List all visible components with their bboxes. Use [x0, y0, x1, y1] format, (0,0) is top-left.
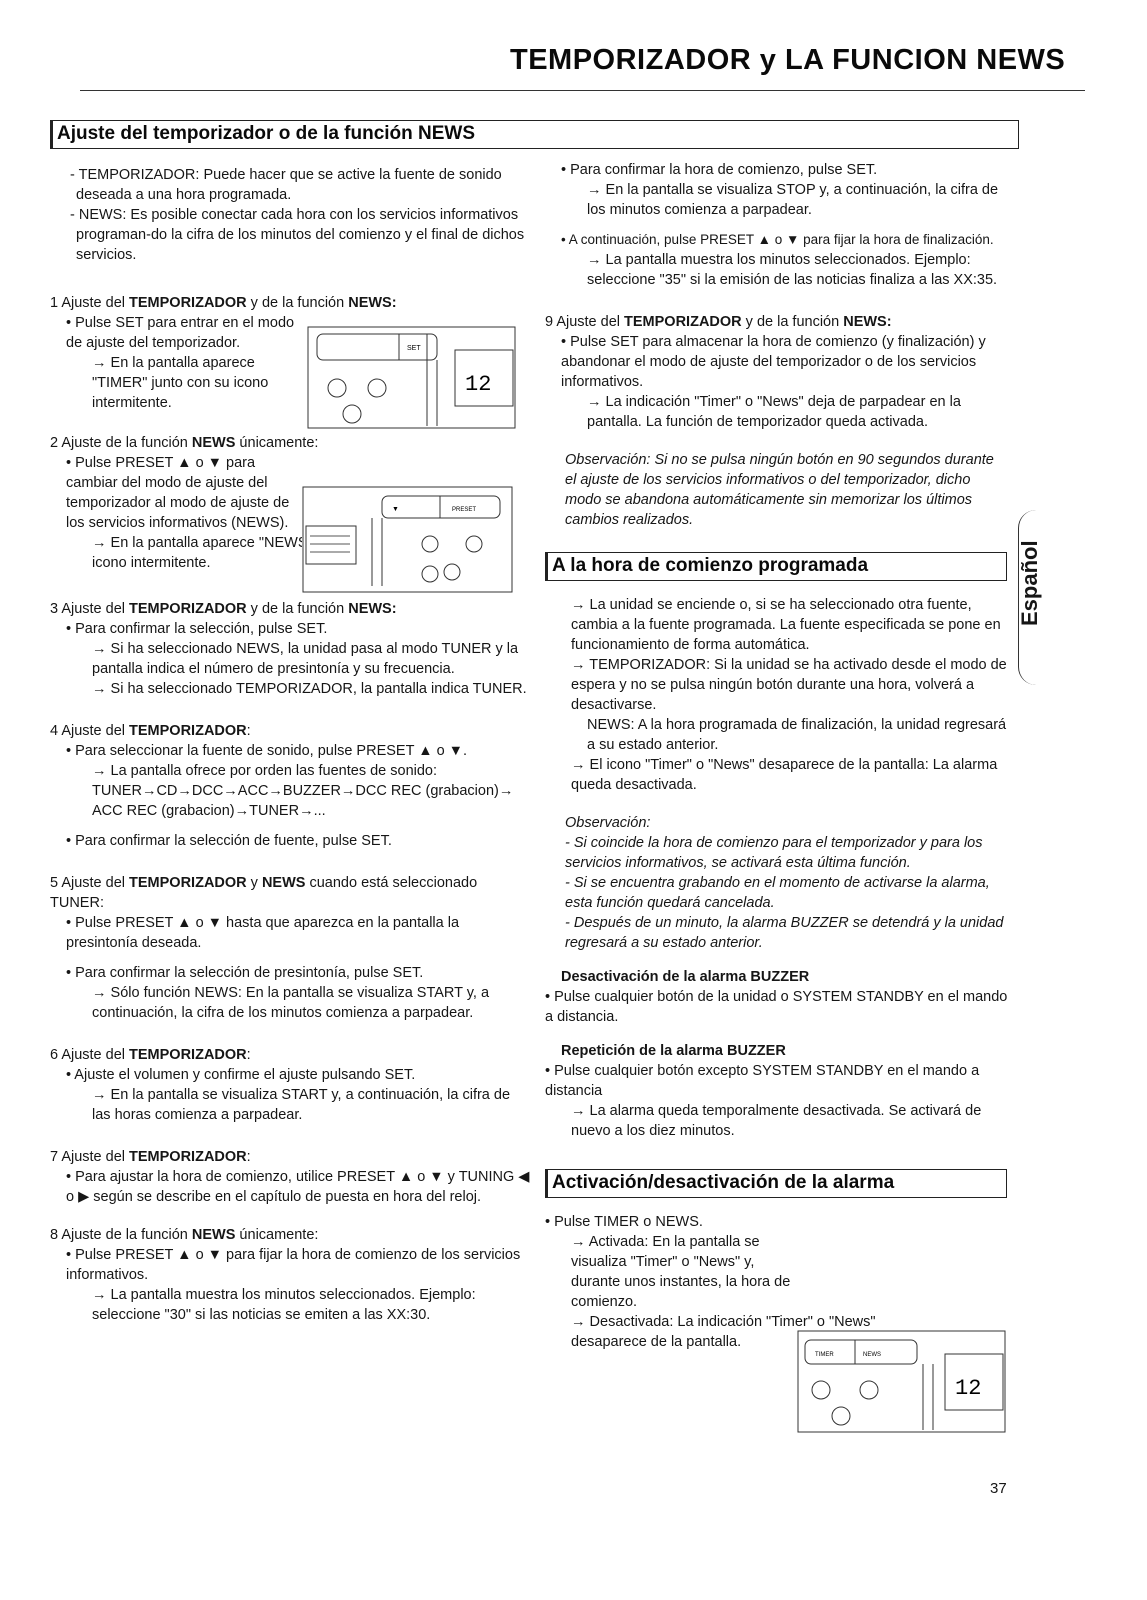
section-title-ajuste: Ajuste del temporizador o de la función NEWS: [50, 120, 1019, 149]
step-item: • Pulse SET para entrar en el modo de ajuste del temporizador.: [66, 315, 295, 351]
figure-news-preset: [302, 486, 514, 594]
buzzer-repeat-item: → La alarma queda temporalmente desactivada. Se activará de nuevo a los diez minutos.: [571, 1103, 982, 1139]
observation-note: Observación: Si no se pulsa ningún botón en 90 segundos durante el ajuste de los servicios informativos o del temporizador, dicho modo se abandona automáticamente sin memorizar los últimos cambios realizados.: [565, 452, 994, 528]
step-item: → Si ha seleccionado TEMPORIZADOR, la pantalla indica TUNER.: [92, 681, 527, 697]
preset-label: PRESET: [452, 507, 477, 513]
step-7: [50, 1147, 530, 1207]
display-digits: 12: [955, 1376, 982, 1401]
step-item: → En la pantalla se visualiza START y, a continuación, la cifra de las horas comienza a parpadear.: [92, 1087, 511, 1123]
step-8: [50, 1225, 530, 1325]
step-item: • Pulse PRESET ▲ o ▼ hasta que aparezca en la pantalla la presintonía deseada.: [66, 915, 460, 951]
step-4: [50, 721, 530, 851]
list-item: NEWS: A la hora programada de finalización, la unidad regresará a su estado anterior.: [587, 717, 1007, 753]
section-title-hora-comienzo: A la hora de comienzo programada: [545, 552, 1007, 581]
step-head: 2 Ajuste de la función NEWS únicamente:: [50, 435, 319, 451]
language-tab-label: Español: [1017, 540, 1042, 626]
language-tab: [1018, 510, 1089, 685]
section2-list: [545, 595, 1015, 795]
step-6: [50, 1045, 530, 1125]
step-item: • Para seleccionar la fuente de sonido, pulse PRESET ▲ o ▼.: [66, 743, 468, 759]
intro: [50, 165, 530, 265]
observation-title: Observación:: [565, 815, 651, 831]
step-head: 9 Ajuste del TEMPORIZADOR y de la función NEWS:: [545, 314, 892, 330]
step-item: • Pulse PRESET ▲ o ▼ para fijar la hora de comienzo de los servicios informativos.: [66, 1247, 521, 1283]
step-head: 1 Ajuste del TEMPORIZADOR y de la función NEWS:: [50, 295, 397, 311]
section-title-activacion: Activación/desactivación de la alarma: [545, 1169, 1007, 1198]
step-item: • Para ajustar la hora de comienzo, utilice PRESET ▲ o ▼ y TUNING ◀ o ▶ según se describe en el capítulo de puesta en hora del reloj.: [66, 1169, 530, 1205]
svg-text:▼: ▼: [392, 506, 399, 513]
list-item: • Pulse TIMER o NEWS.: [545, 1214, 703, 1230]
step-head: 5 Ajuste del TEMPORIZADOR y NEWS cuando está seleccionado TUNER:: [50, 875, 478, 911]
news-label: NEWS: [863, 1352, 881, 1358]
buzzer-off-title: Desactivación de la alarma BUZZER: [561, 969, 810, 985]
step-item: • Pulse PRESET ▲ o ▼ para cambiar del modo de ajuste del temporizador al modo de ajuste de los servicios informativos (NEWS).: [66, 455, 290, 531]
buzzer-off-text: • Pulse cualquier botón de la unidad o SYSTEM STANDBY en el mando a distancia.: [545, 989, 1008, 1025]
step-head: 3 Ajuste del TEMPORIZADOR y de la función NEWS:: [50, 601, 397, 617]
page-title: TEMPORIZADOR y LA FUNCION NEWS: [510, 44, 1066, 76]
right-item: • Para confirmar la hora de comienzo, pulse SET.: [561, 162, 878, 178]
left-column: [50, 120, 530, 1325]
step-item: → En la pantalla aparece "TIMER" junto con su icono intermitente.: [92, 355, 269, 411]
step-item: → La indicación "Timer" o "News" deja de parpadear en la pantalla. La función de temporizador queda activada.: [587, 394, 961, 430]
display-digits: 12: [465, 372, 492, 397]
step-item: → La pantalla muestra los minutos seleccionados. Ejemplo: seleccione "30" si las noticias se emiten a las XX:30.: [92, 1287, 476, 1323]
step-item: → En la pantalla aparece "NEWS" junto con su icono intermitente.: [92, 535, 395, 571]
step-item: → La pantalla ofrece por orden las fuentes de sonido: TUNER→CD→DCC→ACC→BUZZER→DCC REC (grabacion)→ ACC REC (grabacion)→TUNER→...: [92, 763, 514, 819]
step-head: 4 Ajuste del TEMPORIZADOR:: [50, 723, 251, 739]
right-item: → En la pantalla se visualiza STOP y, a continuación, la cifra de los minutos comienza a parpadear.: [587, 182, 999, 218]
step-3: [50, 599, 530, 699]
step-item: → Si ha seleccionado NEWS, la unidad pasa al modo TUNER y la pantalla indica el número de presintonía y su frecuencia.: [92, 641, 519, 677]
right-item: → La pantalla muestra los minutos seleccionados. Ejemplo: seleccione "35" si la emisión de las noticias finaliza a las XX:35.: [587, 252, 998, 288]
buzzer-repeat-item: • Pulse cualquier botón excepto SYSTEM STANDBY en el mando a distancia: [545, 1063, 980, 1099]
timer-label: TIMER: [815, 1352, 834, 1358]
step-9: [545, 312, 1015, 432]
step-item: • Para confirmar la selección de presintonía, pulse SET.: [66, 965, 424, 981]
set-label: SET: [407, 345, 421, 352]
observation-item: - Después de un minuto, la alarma BUZZER se detendrá y la unidad regresará a su estado anterior.: [565, 915, 1004, 951]
step-item: • Pulse SET para almacenar la hora de comienzo (y finalización) y abandonar el modo de ajuste del temporizador o de los servicios informativos.: [561, 334, 986, 390]
step-item: → Sólo función NEWS: En la pantalla se visualiza START y, a continuación, la cifra de los minutos comienza a parpadear.: [92, 985, 490, 1021]
list-item: → Activada: En la pantalla se visualiza "Timer" o "News" y, durante unos instantes, la hora de comienzo.: [571, 1234, 791, 1310]
step-item: • Ajuste el volumen y confirme el ajuste pulsando SET.: [66, 1067, 416, 1083]
figure-timer-set: [307, 326, 517, 430]
intro-line: - NEWS: Es posible conectar cada hora con los servicios informativos programan-do la cifra de los minutos del comienzo y el final de dichos servicios.: [70, 207, 525, 263]
right-item: • A continuación, pulse PRESET ▲ o ▼ para fijar la hora de finalización.: [561, 232, 994, 247]
step-head: 8 Ajuste de la función NEWS únicamente:: [50, 1227, 319, 1243]
page-number: 37: [990, 1480, 1007, 1497]
observation-item: - Si coincide la hora de comienzo para el temporizador y para los servicios informativos, se activará esta última función.: [565, 835, 983, 871]
step-item: • Para confirmar la selección de fuente, pulse SET.: [66, 833, 392, 849]
observation-item: - Si se encuentra grabando en el momento de activarse la alarma, esta función quedará cancelada.: [565, 875, 990, 911]
intro-line: - TEMPORIZADOR: Puede hacer que se active la fuente de sonido deseada a una hora programada.: [70, 167, 502, 203]
step-item: • Para confirmar la selección, pulse SET.: [66, 621, 328, 637]
list-item: → La unidad se enciende o, si se ha seleccionado otra fuente, cambia a la fuente programada. La fuente especificada se pone en funcionamiento de forma automática.: [571, 597, 1001, 653]
figure-timer-news: [797, 1330, 1007, 1434]
step-head: 7 Ajuste del TEMPORIZADOR:: [50, 1149, 251, 1165]
step-5: [50, 873, 530, 1023]
title-rule: [80, 90, 1085, 91]
step-head: 6 Ajuste del TEMPORIZADOR:: [50, 1047, 251, 1063]
list-item: → Desactivada: La indicación "Timer" o "News" desaparece de la pantalla.: [571, 1314, 876, 1350]
list-item: → TEMPORIZADOR: Si la unidad se ha activado desde el modo de espera y no se pulsa ningún botón durante una hora, volverá a desactivarse.: [571, 657, 1007, 713]
section3-list: [545, 1212, 795, 1312]
right-column: [545, 160, 1015, 1352]
list-item: → El icono "Timer" o "News" desaparece de la pantalla: La alarma queda desactivada.: [571, 757, 998, 793]
buzzer-repeat-title: Repetición de la alarma BUZZER: [561, 1043, 786, 1059]
